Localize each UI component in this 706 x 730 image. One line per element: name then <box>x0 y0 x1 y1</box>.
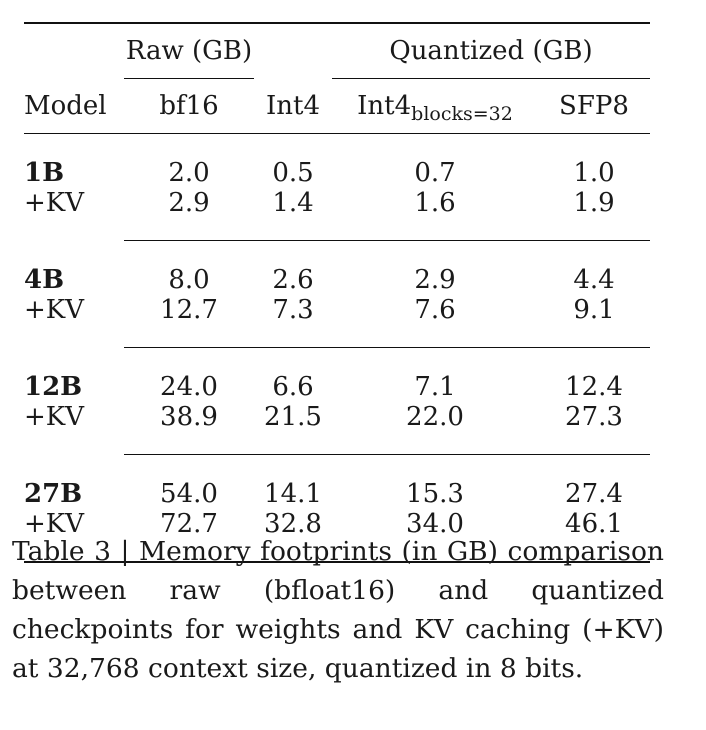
column-header-int4-blocks <box>332 79 538 134</box>
cell-int4-blocks: 1.6 <box>414 188 456 218</box>
table-caption: Table 3 | Memory footprints (in GB) comparison between raw (bfloat16) and quantized checkpoints for weights and KV caching (+KV) at 32,768 context size, quantized in 8 bits. <box>12 536 664 684</box>
row-label: 12B <box>24 372 83 402</box>
cell-bf16: 24.0 <box>124 348 254 401</box>
column-header-bf16: bf16 <box>159 91 219 121</box>
cell-int4: 6.6 <box>254 348 332 401</box>
cell-sfp8: 1.9 <box>573 188 615 218</box>
cell-bf16: 72.7 <box>160 509 218 539</box>
row-label: 27B <box>24 479 83 509</box>
cell-int4: 0.5 <box>272 158 314 188</box>
memory-footprint-table <box>24 22 650 563</box>
cell-int4-blocks: 0.7 <box>414 158 456 188</box>
row-label: +KV <box>24 509 84 539</box>
cell-int4-blocks: 2.9 <box>332 241 538 294</box>
cell-sfp8: 4.4 <box>538 241 650 294</box>
cell-sfp8: 9.1 <box>573 295 615 325</box>
table-row-27b <box>24 455 650 508</box>
cell-bf16: 8.0 <box>124 241 254 294</box>
cell-sfp8: 27.3 <box>565 402 623 432</box>
cell-bf16: 12.7 <box>160 295 218 325</box>
row-label: 4B <box>24 265 65 295</box>
group-header-quantized: Quantized (GB) <box>332 23 650 79</box>
table-row-1b-kv <box>24 186 650 241</box>
row-label: +KV <box>24 295 84 325</box>
memory-footprint-table-container <box>24 22 650 563</box>
cell-int4: 14.1 <box>254 455 332 508</box>
column-header-row <box>24 79 650 134</box>
cell-sfp8: 27.4 <box>538 455 650 508</box>
cell-int4: 21.5 <box>264 402 322 432</box>
cell-int4: 7.3 <box>272 295 314 325</box>
table-row-4b <box>24 241 650 294</box>
cell-bf16: 38.9 <box>160 402 218 432</box>
group-header-row <box>24 23 650 79</box>
column-header-model: Model <box>24 90 107 121</box>
table-row-12b-kv <box>24 400 650 455</box>
cell-int4-blocks: 15.3 <box>332 455 538 508</box>
table-row-1b <box>24 134 650 187</box>
column-header-sfp8: SFP8 <box>559 91 629 121</box>
cell-sfp8: 46.1 <box>565 509 623 539</box>
column-header-int4-blocks-subscript: blocks=32 <box>411 103 513 125</box>
column-header-int4: Int4 <box>265 90 320 121</box>
group-header-raw: Raw (GB) <box>124 23 254 79</box>
cell-int4: 1.4 <box>272 188 314 218</box>
cell-int4: 32.8 <box>264 509 322 539</box>
table-row-12b <box>24 348 650 401</box>
group-header-empty <box>24 23 124 79</box>
cell-int4-blocks: 22.0 <box>406 402 464 432</box>
row-label: +KV <box>24 188 84 218</box>
column-header-int4-blocks-main: Int4 <box>357 91 412 121</box>
row-label: +KV <box>24 402 84 432</box>
cell-bf16: 2.9 <box>168 188 210 218</box>
cell-int4: 2.6 <box>254 241 332 294</box>
row-label: 1B <box>24 158 65 188</box>
cell-int4-blocks: 34.0 <box>406 509 464 539</box>
cell-bf16: 2.0 <box>168 158 210 188</box>
cell-int4-blocks: 7.6 <box>414 295 456 325</box>
cell-int4-blocks: 7.1 <box>332 348 538 401</box>
cell-sfp8: 1.0 <box>573 158 615 188</box>
table-row-4b-kv <box>24 293 650 348</box>
cell-bf16: 54.0 <box>124 455 254 508</box>
cell-sfp8: 12.4 <box>538 348 650 401</box>
group-header-gap <box>254 23 332 79</box>
